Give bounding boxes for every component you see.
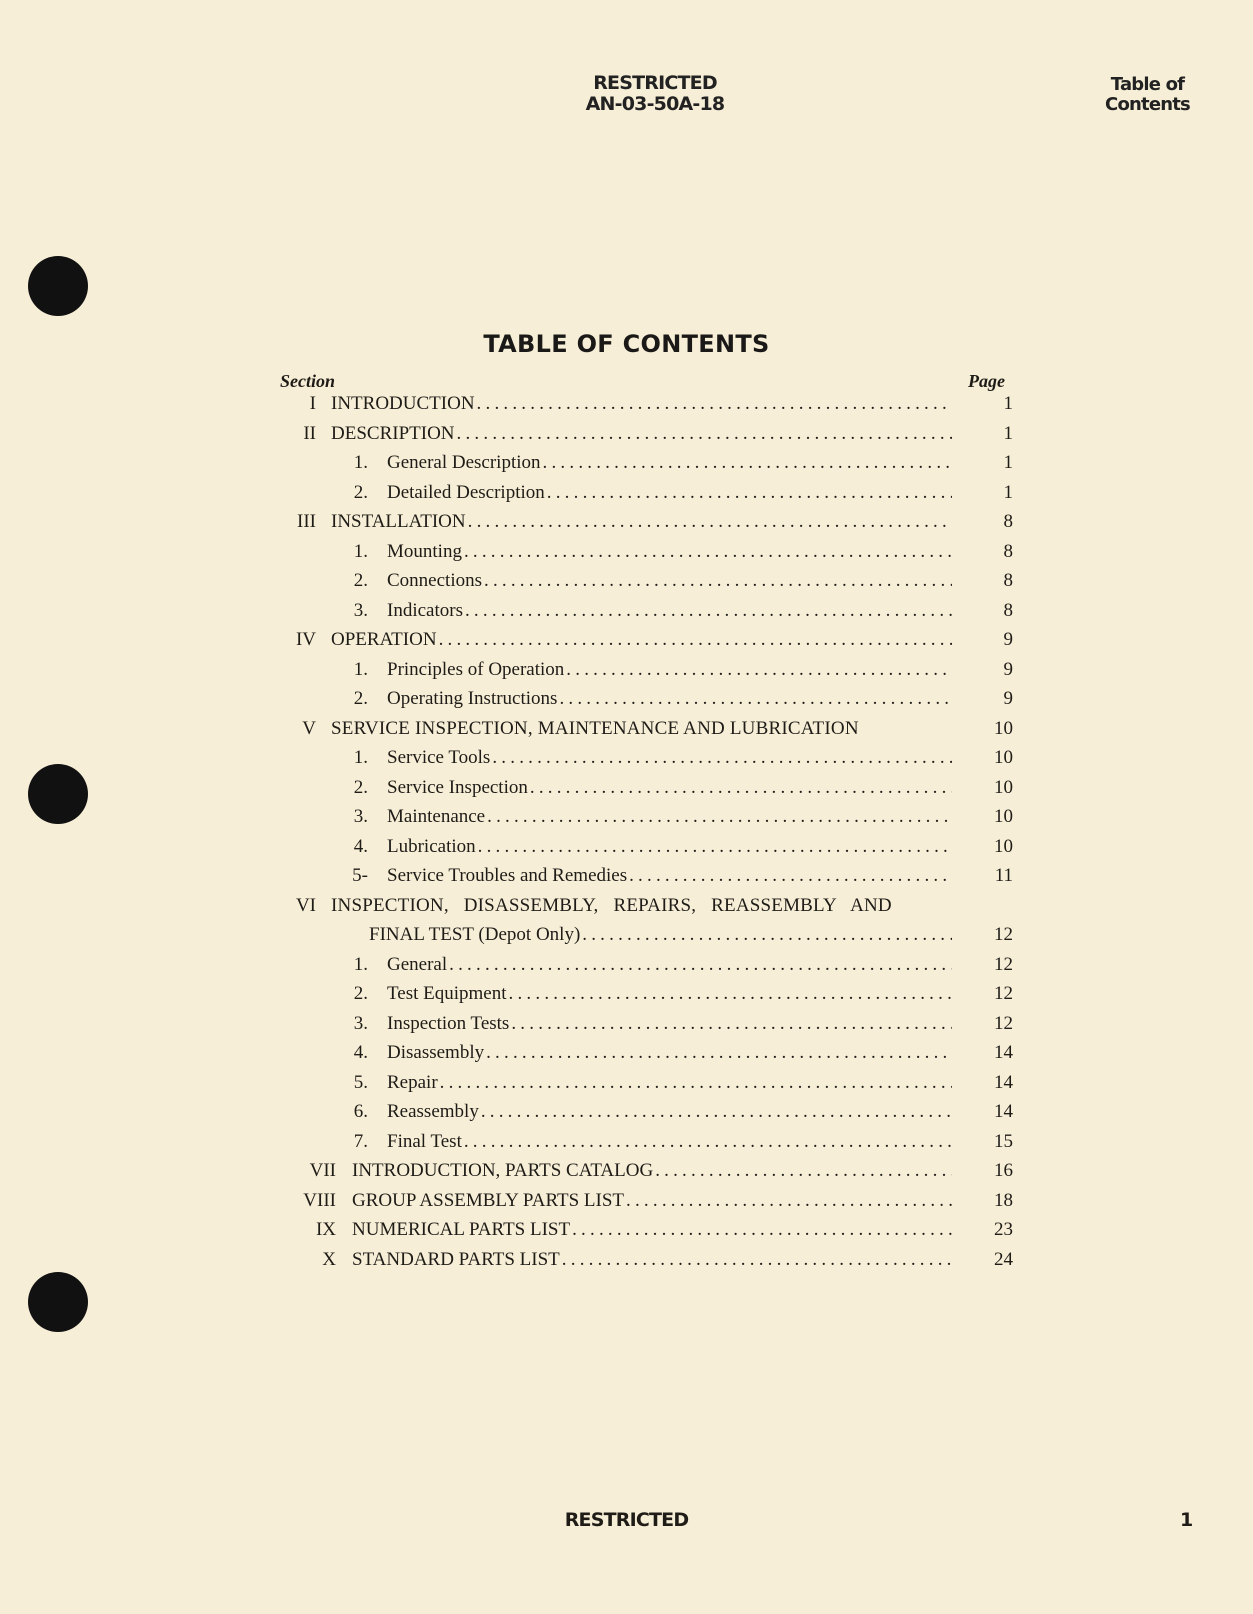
table-of-contents bbox=[0, 389, 1253, 1274]
entry-title: Inspection Tests bbox=[387, 1012, 510, 1034]
entry-page: 10 bbox=[994, 776, 1013, 798]
entry-number: 5- bbox=[352, 865, 368, 886]
entry-title-leader bbox=[387, 684, 952, 714]
entry-number: II bbox=[303, 422, 316, 444]
entry-number: 6. bbox=[353, 1101, 368, 1122]
dot-leader bbox=[464, 1127, 952, 1157]
section-column-header: Section bbox=[280, 371, 336, 391]
dot-leader bbox=[478, 832, 952, 862]
entry-title: INSTALLATION bbox=[331, 511, 466, 532]
toc-entry[interactable] bbox=[0, 1068, 1253, 1098]
entry-title-leader bbox=[387, 537, 952, 567]
entry-number: 2. bbox=[353, 481, 368, 503]
entry-number: 3. bbox=[353, 806, 368, 827]
toc-entry[interactable] bbox=[0, 419, 1253, 449]
dot-leader bbox=[582, 920, 952, 950]
entry-title-leader bbox=[331, 714, 951, 744]
entry-page: 14 bbox=[994, 1101, 1013, 1122]
entry-page: 8 bbox=[1003, 570, 1013, 591]
entry-title: Mounting bbox=[387, 540, 462, 562]
entry-page: 9 bbox=[1003, 629, 1013, 650]
entry-title: Lubrication bbox=[387, 835, 476, 857]
binder-hole bbox=[28, 256, 88, 316]
toc-entry[interactable] bbox=[0, 979, 1253, 1009]
entry-title: Detailed Description bbox=[387, 481, 545, 503]
dot-leader bbox=[562, 1245, 952, 1275]
entry-page: 1 bbox=[1003, 481, 1013, 503]
entry-page: 12 bbox=[994, 983, 1013, 1004]
dot-leader bbox=[492, 743, 952, 773]
toc-entry[interactable] bbox=[0, 389, 1253, 419]
entry-title: GROUP ASSEMBLY PARTS LIST bbox=[352, 1189, 625, 1211]
entry-page: 10 bbox=[994, 806, 1013, 827]
entry-title: Maintenance bbox=[387, 806, 486, 827]
entry-title-leader bbox=[387, 979, 952, 1009]
entry-title: Operating Instructions bbox=[387, 688, 558, 709]
toc-entry[interactable] bbox=[0, 1038, 1253, 1068]
entry-number: I bbox=[309, 393, 316, 414]
dot-leader bbox=[449, 950, 952, 980]
page-column-header: Page bbox=[968, 371, 1005, 391]
entry-number: 3. bbox=[353, 1012, 368, 1034]
entry-page: 12 bbox=[994, 953, 1013, 975]
toc-entry[interactable] bbox=[0, 1215, 1253, 1245]
entry-page: 12 bbox=[994, 924, 1013, 945]
entry-number: 2. bbox=[353, 688, 368, 709]
entry-title-leader bbox=[387, 655, 952, 685]
toc-entry[interactable] bbox=[0, 802, 1253, 832]
entry-title: NUMERICAL PARTS LIST bbox=[352, 1219, 571, 1240]
entry-page: 24 bbox=[994, 1248, 1013, 1270]
dot-leader bbox=[487, 802, 952, 832]
dot-leader bbox=[457, 419, 952, 449]
dot-leader bbox=[484, 566, 952, 596]
entry-page: 23 bbox=[994, 1219, 1013, 1240]
toc-entry[interactable] bbox=[0, 478, 1253, 508]
toc-entry[interactable] bbox=[0, 743, 1253, 773]
entry-title-leader bbox=[331, 507, 952, 537]
entry-number: 1. bbox=[353, 658, 368, 680]
entry-title-leader bbox=[387, 1009, 952, 1039]
dot-leader bbox=[530, 773, 952, 803]
entry-page: 14 bbox=[994, 1042, 1013, 1063]
entry-title-leader bbox=[387, 1097, 952, 1127]
entry-title: Service Troubles and Remedies bbox=[387, 865, 628, 886]
toc-entry[interactable] bbox=[0, 773, 1253, 803]
entry-number: 4. bbox=[353, 835, 368, 857]
entry-page: 15 bbox=[994, 1130, 1013, 1152]
entry-number: 1. bbox=[353, 747, 368, 768]
entry-title-leader bbox=[331, 891, 956, 921]
tab-line-2: Contents bbox=[1105, 94, 1190, 115]
entry-number: VI bbox=[295, 894, 316, 916]
entry-title: Principles of Operation bbox=[387, 658, 565, 680]
entry-title-leader bbox=[331, 625, 952, 655]
toc-entry[interactable] bbox=[0, 1009, 1253, 1039]
toc-entry[interactable] bbox=[0, 1156, 1253, 1186]
entry-number: 1. bbox=[353, 953, 368, 975]
entry-title: INTRODUCTION, PARTS CATALOG bbox=[352, 1160, 654, 1181]
entry-page: 8 bbox=[1003, 540, 1013, 562]
entry-number: IX bbox=[315, 1219, 336, 1240]
entry-title-leader bbox=[387, 448, 952, 478]
dot-leader bbox=[509, 979, 952, 1009]
entry-title: INSPECTION, DISASSEMBLY, REPAIRS, REASSEMBLY AND bbox=[331, 894, 892, 916]
entry-title-leader bbox=[387, 861, 952, 891]
entry-number: 4. bbox=[353, 1042, 368, 1063]
dot-leader bbox=[477, 389, 952, 419]
entry-title-leader bbox=[387, 832, 952, 862]
entry-number: V bbox=[302, 717, 316, 739]
entry-number: VIII bbox=[303, 1189, 336, 1211]
header-classification: RESTRICTED bbox=[593, 72, 717, 94]
toc-entry[interactable] bbox=[0, 861, 1253, 891]
entry-page: 8 bbox=[1003, 599, 1013, 621]
entry-title-leader bbox=[387, 802, 952, 832]
entry-number: 2. bbox=[353, 983, 368, 1004]
entry-page: 11 bbox=[994, 865, 1013, 886]
header-tab bbox=[1100, 75, 1195, 115]
entry-title: General Description bbox=[387, 452, 541, 473]
dot-leader bbox=[440, 1068, 952, 1098]
toc-entry[interactable] bbox=[0, 1127, 1253, 1157]
entry-title-leader bbox=[387, 1068, 952, 1098]
entry-page: 10 bbox=[994, 835, 1013, 857]
entry-title-leader bbox=[387, 743, 952, 773]
dot-leader bbox=[486, 1038, 952, 1068]
entry-title-leader bbox=[387, 1127, 952, 1157]
entry-title: INTRODUCTION bbox=[331, 393, 475, 414]
dot-leader bbox=[543, 448, 952, 478]
dot-leader bbox=[655, 1156, 952, 1186]
entry-page: 1 bbox=[1003, 422, 1013, 444]
entry-title-leader bbox=[352, 1156, 952, 1186]
entry-page: 18 bbox=[994, 1189, 1013, 1211]
toc-entry[interactable] bbox=[0, 625, 1253, 655]
header-center bbox=[560, 73, 750, 115]
entry-title: Indicators bbox=[387, 599, 463, 621]
entry-title-leader bbox=[331, 419, 952, 449]
toc-entry[interactable] bbox=[0, 596, 1253, 626]
toc-entry[interactable] bbox=[0, 537, 1253, 567]
entry-number: X bbox=[322, 1248, 336, 1270]
dot-leader bbox=[572, 1215, 952, 1245]
entry-number: 2. bbox=[353, 776, 368, 798]
toc-entry[interactable] bbox=[0, 655, 1253, 685]
dot-leader bbox=[468, 507, 952, 537]
entry-title-leader bbox=[387, 596, 952, 626]
toc-entry[interactable] bbox=[0, 1186, 1253, 1216]
entry-page: 9 bbox=[1003, 658, 1013, 680]
dot-leader bbox=[559, 684, 952, 714]
toc-entry[interactable] bbox=[0, 507, 1253, 537]
toc-entry[interactable] bbox=[0, 448, 1253, 478]
entry-title-leader bbox=[369, 920, 952, 950]
entry-title-leader bbox=[387, 566, 952, 596]
entry-number: 1. bbox=[353, 540, 368, 562]
footer-classification: RESTRICTED bbox=[564, 1509, 689, 1531]
toc-entry[interactable] bbox=[0, 920, 1253, 950]
entry-title-leader bbox=[352, 1215, 952, 1245]
dot-leader bbox=[626, 1186, 952, 1216]
binder-hole bbox=[28, 1272, 88, 1332]
dot-leader bbox=[629, 861, 952, 891]
toc-entry[interactable] bbox=[0, 1245, 1253, 1275]
entry-title: DESCRIPTION bbox=[331, 422, 455, 444]
dot-leader bbox=[566, 655, 952, 685]
document-number: AN-03-50A-18 bbox=[585, 93, 725, 115]
entry-title-leader bbox=[352, 1245, 952, 1275]
entry-title-leader bbox=[387, 478, 952, 508]
dot-leader bbox=[547, 478, 952, 508]
entry-number: 7. bbox=[353, 1130, 368, 1152]
entry-title: STANDARD PARTS LIST bbox=[352, 1248, 560, 1270]
entry-title: Disassembly bbox=[387, 1042, 485, 1063]
page-title: TABLE OF CONTENTS bbox=[483, 330, 770, 358]
entry-number: III bbox=[297, 511, 316, 532]
toc-entry[interactable] bbox=[0, 566, 1253, 596]
dot-leader bbox=[439, 625, 952, 655]
page-number: 1 bbox=[1180, 1509, 1194, 1531]
entry-title: Repair bbox=[387, 1071, 438, 1093]
entry-title: Final Test bbox=[387, 1130, 462, 1152]
tab-line-1: Table of bbox=[1110, 74, 1185, 95]
entry-title-leader bbox=[352, 1186, 952, 1216]
entry-page: 16 bbox=[994, 1160, 1013, 1181]
entry-number: 1. bbox=[353, 452, 368, 473]
entry-title: Test Equipment bbox=[387, 983, 507, 1004]
toc-entry[interactable] bbox=[0, 714, 1253, 744]
entry-title-leader bbox=[387, 773, 952, 803]
entry-number: 3. bbox=[353, 599, 368, 621]
entry-page: 9 bbox=[1003, 688, 1013, 709]
entry-title: SERVICE INSPECTION, MAINTENANCE AND LUBRICATION bbox=[331, 717, 859, 739]
entry-title: OPERATION bbox=[331, 629, 437, 650]
entry-number: VII bbox=[309, 1160, 336, 1181]
entry-page: 10 bbox=[994, 717, 1013, 739]
entry-title: Connections bbox=[387, 570, 482, 591]
entry-title-leader bbox=[387, 950, 952, 980]
dot-leader bbox=[464, 537, 952, 567]
entry-title: Reassembly bbox=[387, 1101, 479, 1122]
entry-page: 12 bbox=[994, 1012, 1013, 1034]
toc-entry[interactable] bbox=[0, 684, 1253, 714]
dot-leader bbox=[465, 596, 952, 626]
entry-page: 8 bbox=[1003, 511, 1013, 532]
entry-number: 2. bbox=[353, 570, 368, 591]
entry-page: 14 bbox=[994, 1071, 1013, 1093]
toc-entry[interactable] bbox=[0, 1097, 1253, 1127]
entry-title-leader bbox=[331, 389, 952, 419]
toc-entry[interactable] bbox=[0, 891, 1253, 921]
entry-number: 5. bbox=[353, 1071, 368, 1093]
entry-title: FINAL TEST (Depot Only) bbox=[369, 924, 581, 945]
entry-title: Service Inspection bbox=[387, 776, 528, 798]
dot-leader bbox=[511, 1009, 952, 1039]
toc-entry[interactable] bbox=[0, 950, 1253, 980]
entry-page: 1 bbox=[1003, 393, 1013, 414]
entry-title: General bbox=[387, 953, 448, 975]
dot-leader bbox=[481, 1097, 952, 1127]
entry-number: IV bbox=[295, 629, 316, 650]
entry-title: Service Tools bbox=[387, 747, 491, 768]
entry-title-leader bbox=[387, 1038, 952, 1068]
toc-entry[interactable] bbox=[0, 832, 1253, 862]
entry-page: 1 bbox=[1003, 452, 1013, 473]
entry-page: 10 bbox=[994, 747, 1013, 768]
